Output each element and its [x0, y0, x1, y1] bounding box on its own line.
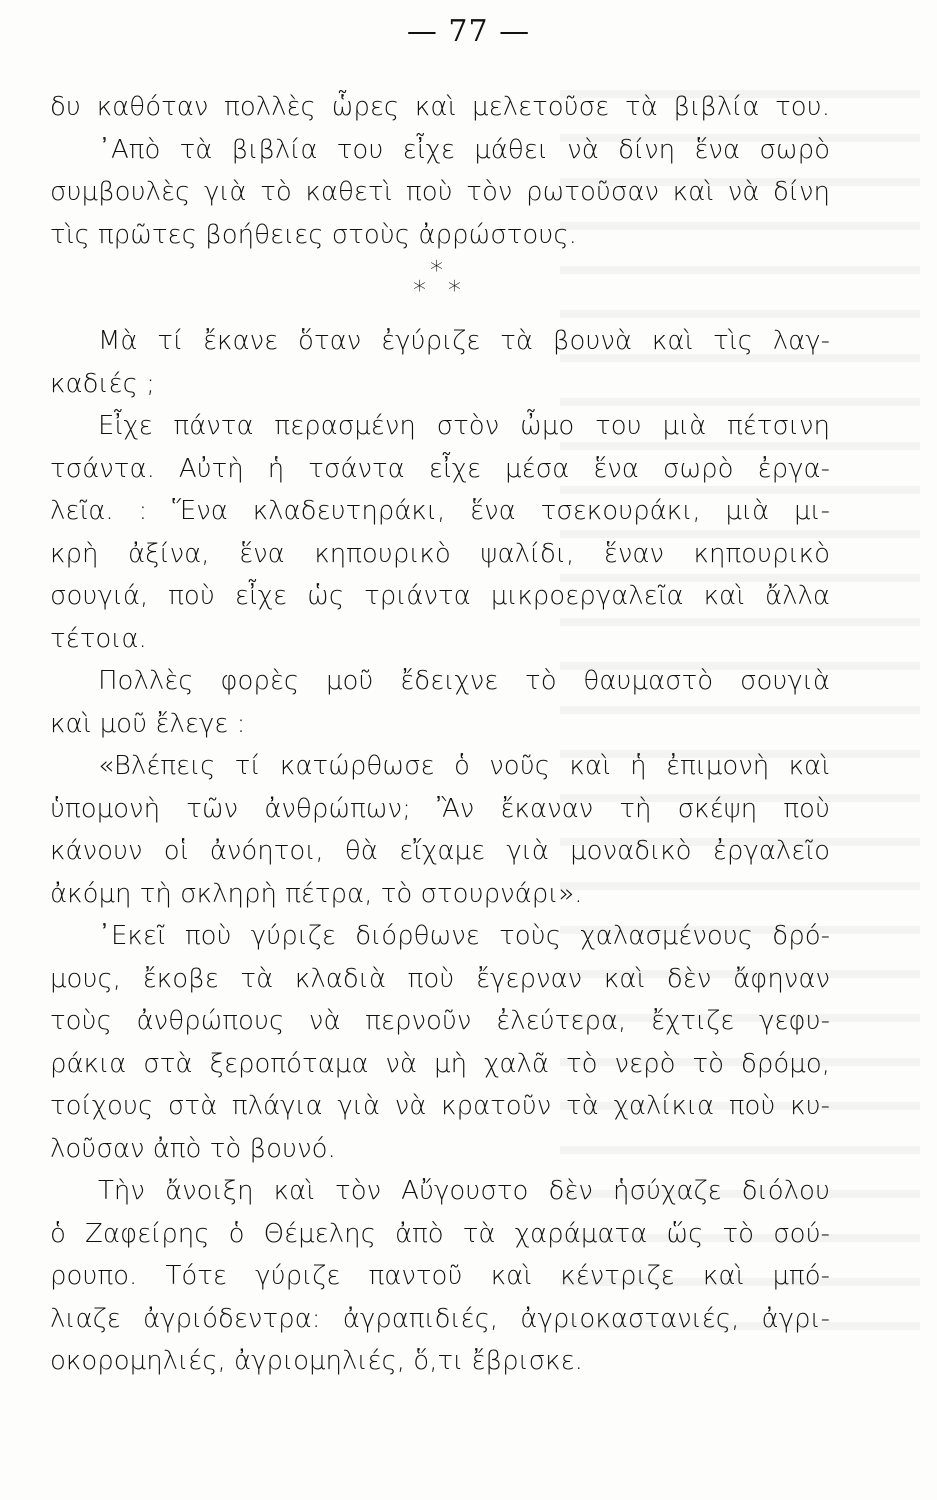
- text-line: λοῦσαν ἀπὸ τὸ βουνό.: [50, 1133, 336, 1164]
- text-line: Τὴν ἄνοιξη καὶ τὸν Αὔγουστο δὲν ἡσύχαζε διόλου: [98, 1176, 830, 1206]
- text-line: Πολλὲς φορὲς μοῦ ἔδειχνε τὸ θαυμαστὸ σουγιὰ: [98, 666, 830, 696]
- body-text: [50, 86, 830, 1383]
- text-line: κρὴ ἀξίνα, ἕνα κηπουρικὸ ψαλίδι, ἕναν κηπουρικὸ: [50, 538, 830, 569]
- text-line: κάνουν οἱ ἀνόητοι, θὰ εἴχαμε γιὰ μοναδικὸ ἐργαλεῖο: [50, 836, 830, 866]
- text-line: δυ καθόταν πολλὲς ὧρες καὶ μελετοῦσε τὰ βιβλία του.: [50, 92, 830, 122]
- text-line: ρουπο. Τότε γύριζε παντοῦ καὶ κέντριζε καὶ μπό-: [50, 1261, 830, 1291]
- asterisk: *: [413, 276, 426, 306]
- page-number: — 77 —: [406, 14, 531, 49]
- text-line: τέτοια.: [50, 623, 147, 654]
- section-ornament: [50, 256, 830, 320]
- text-line: τσάντα. Αὐτὴ ἡ τσάντα εἶχε μέσα ἕνα σωρὸ ἐργα-: [50, 453, 830, 484]
- text-line: ράκια στὰ ξεροπόταμα νὰ μὴ χαλᾶ τὸ νερὸ τὸ δρόμο,: [50, 1048, 830, 1079]
- text-line: ᾿Εκεῖ ποὺ γύριζε διόρθωνε τοὺς χαλασμένους δρό-: [98, 921, 830, 951]
- text-line: λιαζε ἀγριόδεντρα: ἀγραπιδιές, ἀγριοκαστανιές, ἀγρι-: [50, 1303, 830, 1334]
- text-line: οκορομηλιές, ἀγριομηλιές, ὅ,τι ἔβρισκε.: [50, 1346, 583, 1376]
- text-line: καδιές ;: [50, 368, 155, 399]
- text-line: λεῖα. : Ἕνα κλαδευτηράκι, ἕνα τσεκουράκι, μιὰ μι-: [50, 496, 830, 526]
- text-line: τοὺς ἀνθρώπους νὰ περνοῦν ἐλεύτερα, ἔχτιζε γεφυ-: [50, 1006, 830, 1036]
- text-line: τὶς πρῶτες βοήθειες στοὺς ἀρρώστους.: [50, 219, 577, 250]
- text-line: τοίχους στὰ πλάγια γιὰ νὰ κρατοῦν τὰ χαλίκια ποὺ κυ-: [50, 1091, 830, 1121]
- text-line: Μὰ τί ἔκανε ὅταν ἐγύριζε τὰ βουνὰ καὶ τὶς λαγ-: [98, 326, 830, 356]
- text-line: Εἶχε πάντα περασμένη στὸν ὦμο του μιὰ πέτσινη: [98, 411, 830, 441]
- text-line: σουγιά, ποὺ εἶχε ὡς τριάντα μικροεργαλεῖα καὶ ἄλλα: [50, 581, 830, 611]
- text-line: «Βλέπεις τί κατώρθωσε ὁ νοῦς καὶ ἡ ἐπιμονὴ καὶ: [98, 751, 830, 781]
- text-line: συμβουλὲς γιὰ τὸ καθετὶ ποὺ τὸν ρωτοῦσαν καὶ νὰ δίνη: [50, 177, 830, 207]
- text-line: ὑπομονὴ τῶν ἀνθρώπων; Ἂν ἔκαναν τὴ σκέψη ποὺ: [50, 793, 830, 824]
- asterisk: *: [430, 256, 443, 286]
- text-line: ὁ Ζαφείρης ὁ Θέμελης ἀπὸ τὰ χαράματα ὥς τὸ σού-: [50, 1218, 830, 1249]
- text-line: μους, ἔκοβε τὰ κλαδιὰ ποὺ ἔγερναν καὶ δὲν ἄφηναν: [50, 963, 830, 994]
- asterisk: *: [448, 276, 461, 306]
- text-line: ἀκόμη τὴ σκληρὴ πέτρα, τὸ στουρνάρι».: [50, 878, 583, 909]
- text-line: καὶ μοῦ ἔλεγε :: [50, 708, 246, 739]
- text-line: ᾿Απὸ τὰ βιβλία του εἶχε μάθει νὰ δίνη ἕνα σωρὸ: [98, 134, 830, 165]
